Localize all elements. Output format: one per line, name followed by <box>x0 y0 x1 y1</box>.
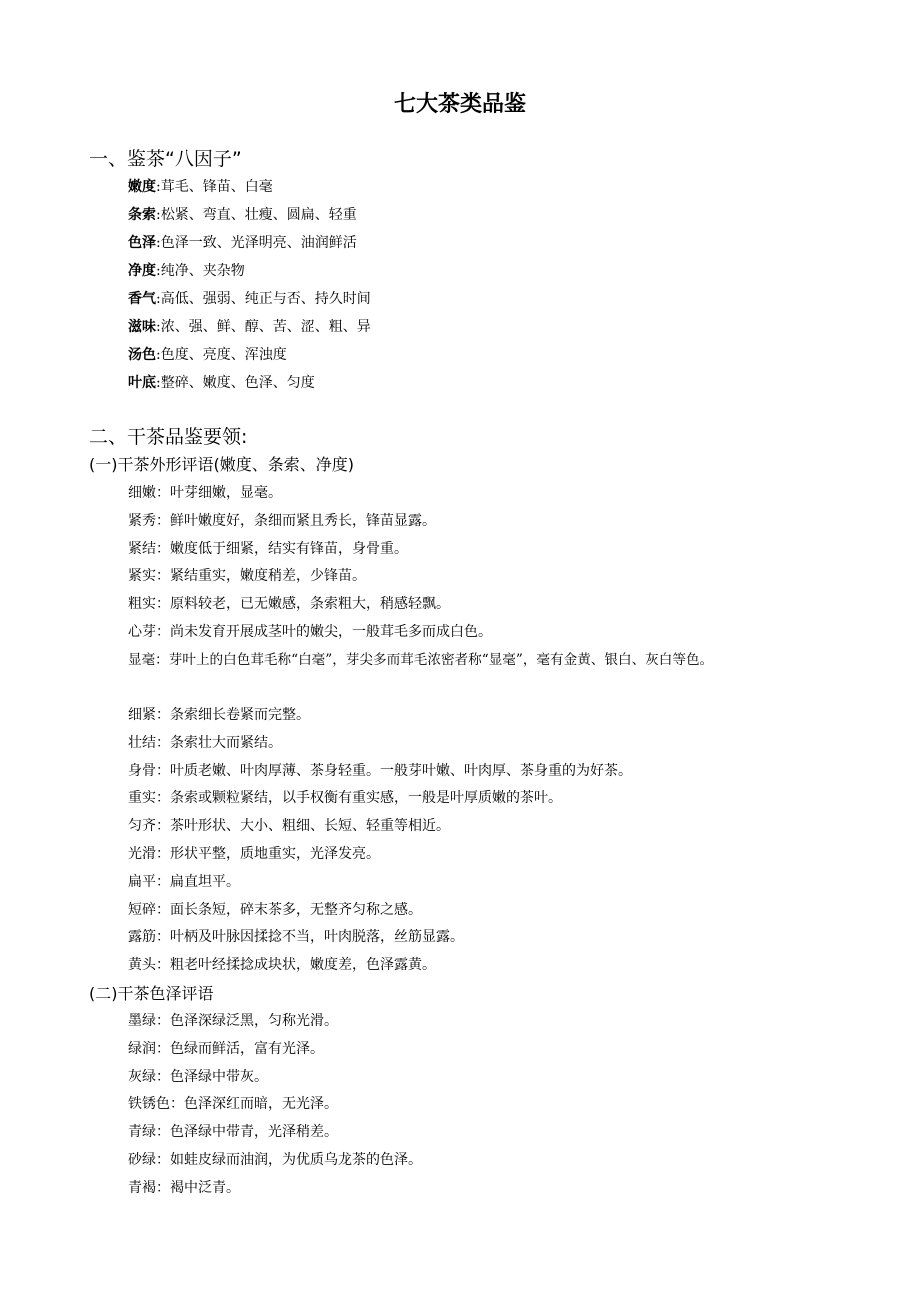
list-item: 黄头：粗老叶经揉捻成块状，嫩度差，色泽露黄。 <box>128 957 436 974</box>
factor-key: 滋味 <box>128 319 156 335</box>
list-item: 扁平：扁直坦平。 <box>128 873 240 890</box>
list-item <box>128 369 371 397</box>
list-item: 短碎：面长条短，碎末茶多，无整齐匀称之感。 <box>128 901 422 918</box>
factor-key: 条索 <box>128 207 156 223</box>
list-item: 光滑：形状平整，质地重实，光泽发亮。 <box>128 845 380 862</box>
list-item: 露筋：叶柄及叶脉因揉捻不当，叶肉脱落，丝筋显露。 <box>128 929 464 946</box>
list-item: 紧结：嫩度低于细紧，结实有锋苗，身骨重。 <box>128 540 408 557</box>
factor-value: :高低、强弱、纯正与否、持久时间 <box>156 291 371 307</box>
list-item: 匀齐：茶叶形状、大小、粗细、长短、轻重等相近。 <box>128 818 450 835</box>
eight-factors-list <box>128 173 371 397</box>
list-item: 粗实：原料较老，已无嫩感，条索粗大，稍感轻飘。 <box>128 596 450 613</box>
list-item: 身骨：叶质老嫩、叶肉厚薄、茶身轻重。一般芽叶嫩、叶肉厚、茶身重的为好茶。 <box>128 762 632 779</box>
factor-key: 叶底 <box>128 375 156 391</box>
list-item: 细紧：条索细长卷紧而完整。 <box>128 707 310 723</box>
factor-value: :纯净、夹杂物 <box>156 263 245 279</box>
factor-key: 嫩度 <box>128 179 156 195</box>
list-item: 紧实：紧结重实，嫩度稍差，少锋苗。 <box>128 568 366 585</box>
shape-terms-list-a <box>128 480 713 675</box>
list-item: 心芽：尚未发育开展成茎叶的嫩尖，一般茸毛多而成白色。 <box>128 623 492 640</box>
subsection-heading-color: (二)干茶色泽评语 <box>89 984 214 1003</box>
list-item: 重实：条索或颗粒紧结，以手权衡有重实感，一般是叶厚质嫩的茶叶。 <box>128 790 562 807</box>
list-item: 青褐：褐中泛青。 <box>128 1179 240 1196</box>
shape-terms-list-b <box>128 702 632 980</box>
list-item <box>128 313 371 341</box>
factor-key: 净度 <box>128 263 156 279</box>
list-item: 细嫩：叶芽细嫩，显毫。 <box>128 485 282 501</box>
factor-key: 香气 <box>128 291 156 307</box>
subsection-heading-shape: (一)干茶外形评语(嫩度、条索、净度) <box>89 455 354 474</box>
list-item <box>128 285 371 313</box>
list-item: 壮结：条索壮大而紧结。 <box>128 734 282 751</box>
list-item: 砂绿：如蛙皮绿而油润，为优质乌龙茶的色泽。 <box>128 1151 422 1168</box>
list-item: 灰绿：色泽绿中带灰。 <box>128 1068 268 1085</box>
list-item <box>128 341 371 369</box>
list-item: 青绿：色泽绿中带青，光泽稍差。 <box>128 1124 338 1141</box>
list-item <box>128 257 371 285</box>
list-item <box>128 229 371 257</box>
factor-value: :色度、亮度、浑浊度 <box>156 347 287 363</box>
list-item: 显毫：芽叶上的白色茸毛称“白毫”，芽尖多而茸毛浓密者称“显毫”，毫有金黄、银白、灰白等色。 <box>128 651 714 668</box>
color-terms-list <box>128 1008 422 1203</box>
section-heading-eight-factors: 一、鉴茶“八因子” <box>89 148 242 170</box>
factor-value: :浓、强、鲜、醇、苦、涩、粗、异 <box>156 319 371 335</box>
list-item: 紧秀：鲜叶嫩度好，条细而紧且秀长，锋苗显露。 <box>128 512 436 529</box>
list-item <box>128 173 371 201</box>
list-item: 墨绿：色泽深绿泛黑，匀称光滑。 <box>128 1013 338 1029</box>
factor-key: 汤色 <box>128 347 156 363</box>
factor-value: :茸毛、锋苗、白毫 <box>156 179 273 195</box>
factor-value: :色泽一致、光泽明亮、油润鲜活 <box>156 235 357 251</box>
factor-key: 色泽 <box>128 235 156 251</box>
list-item: 绿润：色绿而鲜活，富有光泽。 <box>128 1040 324 1057</box>
list-item: 铁锈色：色泽深红而暗，无光泽。 <box>128 1096 338 1113</box>
page-title: 七大茶类品鉴 <box>393 92 526 117</box>
factor-value: :松紧、弯直、壮瘦、圆扁、轻重 <box>156 207 357 223</box>
factor-value: :整碎、嫩度、色泽、匀度 <box>156 375 315 391</box>
list-item <box>128 201 371 229</box>
section-heading-dry-tea: 二、干茶品鉴要领: <box>89 426 248 448</box>
